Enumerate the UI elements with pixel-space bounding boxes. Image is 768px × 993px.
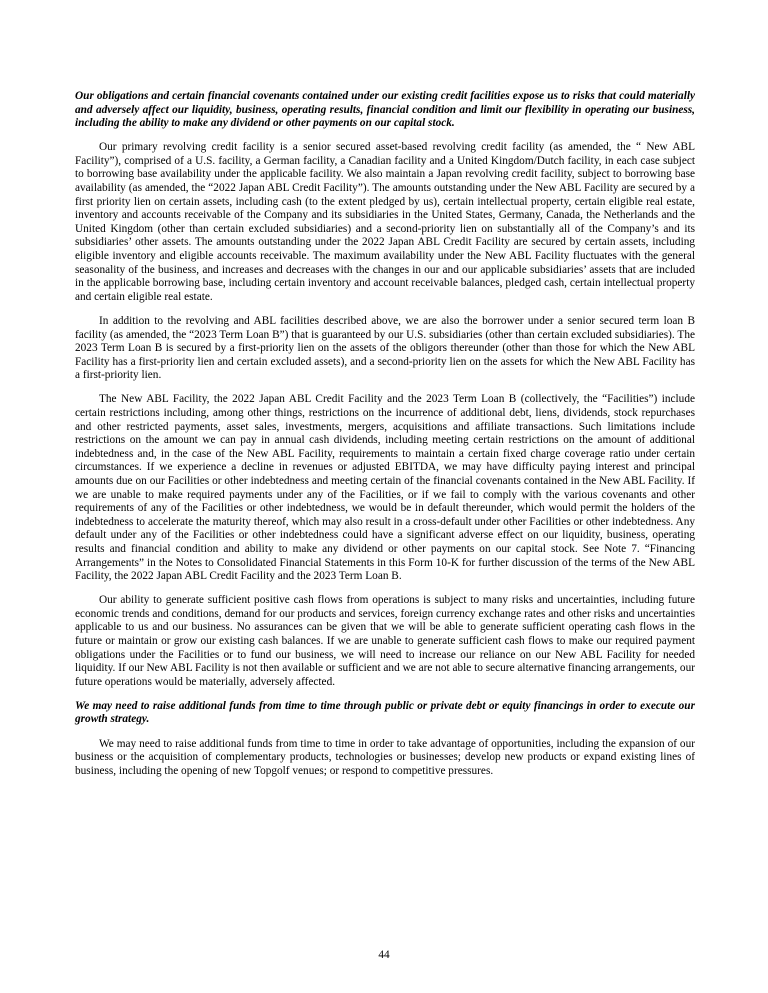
section-heading: We may need to raise additional funds from time to time through public or private debt or equity financings in order to execute our growth strategy. [75,699,695,726]
paragraph: The New ABL Facility, the 2022 Japan ABL Credit Facility and the 2023 Term Loan B (collectively, the “Facilities”) include certain restrictions including, among other things, restrictions on the incurrence of additional debt, liens, dividends, stock repurchases and other restricted payments, asset sales, investments, mergers, acquisitions and affiliate transactions. Such limitations include restrictions on the amount we can pay in annual cash dividends, including meeting certain restrictions on the amount of additional indebtedness and, in the case of the New ABL Facility, requirements to maintain a certain fixed charge coverage ratio under certain circumstances. If we experience a decline in revenues or adjusted EBITDA, we may have difficulty paying interest and principal amounts due on our Facilities or other indebtedness and meeting certain of the financial covenants contained in the New ABL Facility. If we are unable to make required payments under any of the Facilities, or if we fail to comply with the various covenants and other requirements of any of the Facilities or other indebtedness, we would be in default thereunder, which would permit the holders of the indebtedness to accelerate the maturity thereof, which may also result in a cross-default under other Facilities or other indebtedness. Any default under any of the Facilities or other indebtedness could have a significant adverse effect on our liquidity, business, operating results and financial condition and ability to make any dividend or other payments on our capital stock. See Note 7. “Financing Arrangements” in the Notes to Consolidated Financial Statements in this Form 10-K for further discussion of the terms of the New ABL Facility, the 2022 Japan ABL Credit Facility and the 2023 Term Loan B. [75,393,695,583]
paragraph: Our ability to generate sufficient positive cash flows from operations is subject to many risks and uncertainties, including future economic trends and conditions, demand for our products and services, foreign currency exchange rates and other risks and uncertainties applicable to us and our business. No assurances can be given that we will be able to generate sufficient operating cash flows in the future or maintain or grow our existing cash balances. If we are unable to generate sufficient cash flows to make our required payment obligations under the Facilities or to fund our business, we will need to increase our reliance on our New ABL Facility for needed liquidity. If our New ABL Facility is not then available or sufficient and we are not able to secure alternative financing arrangements, our future operations would be materially, adversely affected. [75,594,695,688]
paragraph: Our primary revolving credit facility is a senior secured asset-based revolving credit facility (as amended, the “ New ABL Facility”), comprised of a U.S. facility, a German facility, a Canadian facility and a United Kingdom/Dutch facility, in each case subject to borrowing base availability under the applicable facility. We also maintain a Japan revolving credit facility, subject to borrowing base availability (as amended, the “2022 Japan ABL Credit Facility”). The amounts outstanding under the New ABL Facility are secured by a first priority lien on certain assets, including cash (to the extent pledged by us), certain intellectual property, certain eligible real estate, inventory and accounts receivable of the Company and its subsidiaries in the United States, Germany, Canada, the Netherlands and the United Kingdom (other than certain excluded subsidiaries) and a second-priority lien on substantially all of the Company’s and its subsidiaries’ other assets. The amounts outstanding under the 2022 Japan ABL Credit Facility are secured by certain assets, including eligible inventory and eligible accounts receivable. The maximum availability under the New ABL Facility fluctuates with the general seasonality of the business, and increases and decreases with the changes in our and our applicable subsidiaries’ assets that are included in the applicable borrowing base, including certain inventory and account receivable balances, pledged cash, certain intellectual property and certain eligible real estate. [75,141,695,303]
page-number: 44 [378,949,390,961]
paragraph: In addition to the revolving and ABL facilities described above, we are also the borrower under a senior secured term loan B facility (as amended, the “2023 Term Loan B”) that is guaranteed by our U.S. subsidiaries (other than certain excluded subsidiaries). The 2023 Term Loan B is secured by a first-priority lien on the assets of the obligors thereunder (other than those for which the New ABL Facility has a first-priority lien and certain excluded assets), and a second-priority lien on the assets for which the New ABL Facility has a first-priority lien. [75,314,695,382]
paragraph: We may need to raise additional funds from time to time in order to take advantage of opportunities, including the expansion of our business or the acquisition of complementary products, technologies or businesses; develop new products or expand existing lines of business, including the opening of new Topgolf venues; or respond to competitive pressures. [75,737,695,777]
section-heading: Our obligations and certain financial covenants contained under our existing credit facilities expose us to risks that could materially and adversely affect our liquidity, business, operating results, financial condition and limit our flexibility in operating our business, including the ability to make any dividend or other payments on our capital stock. [75,90,695,130]
document-page [75,90,695,789]
